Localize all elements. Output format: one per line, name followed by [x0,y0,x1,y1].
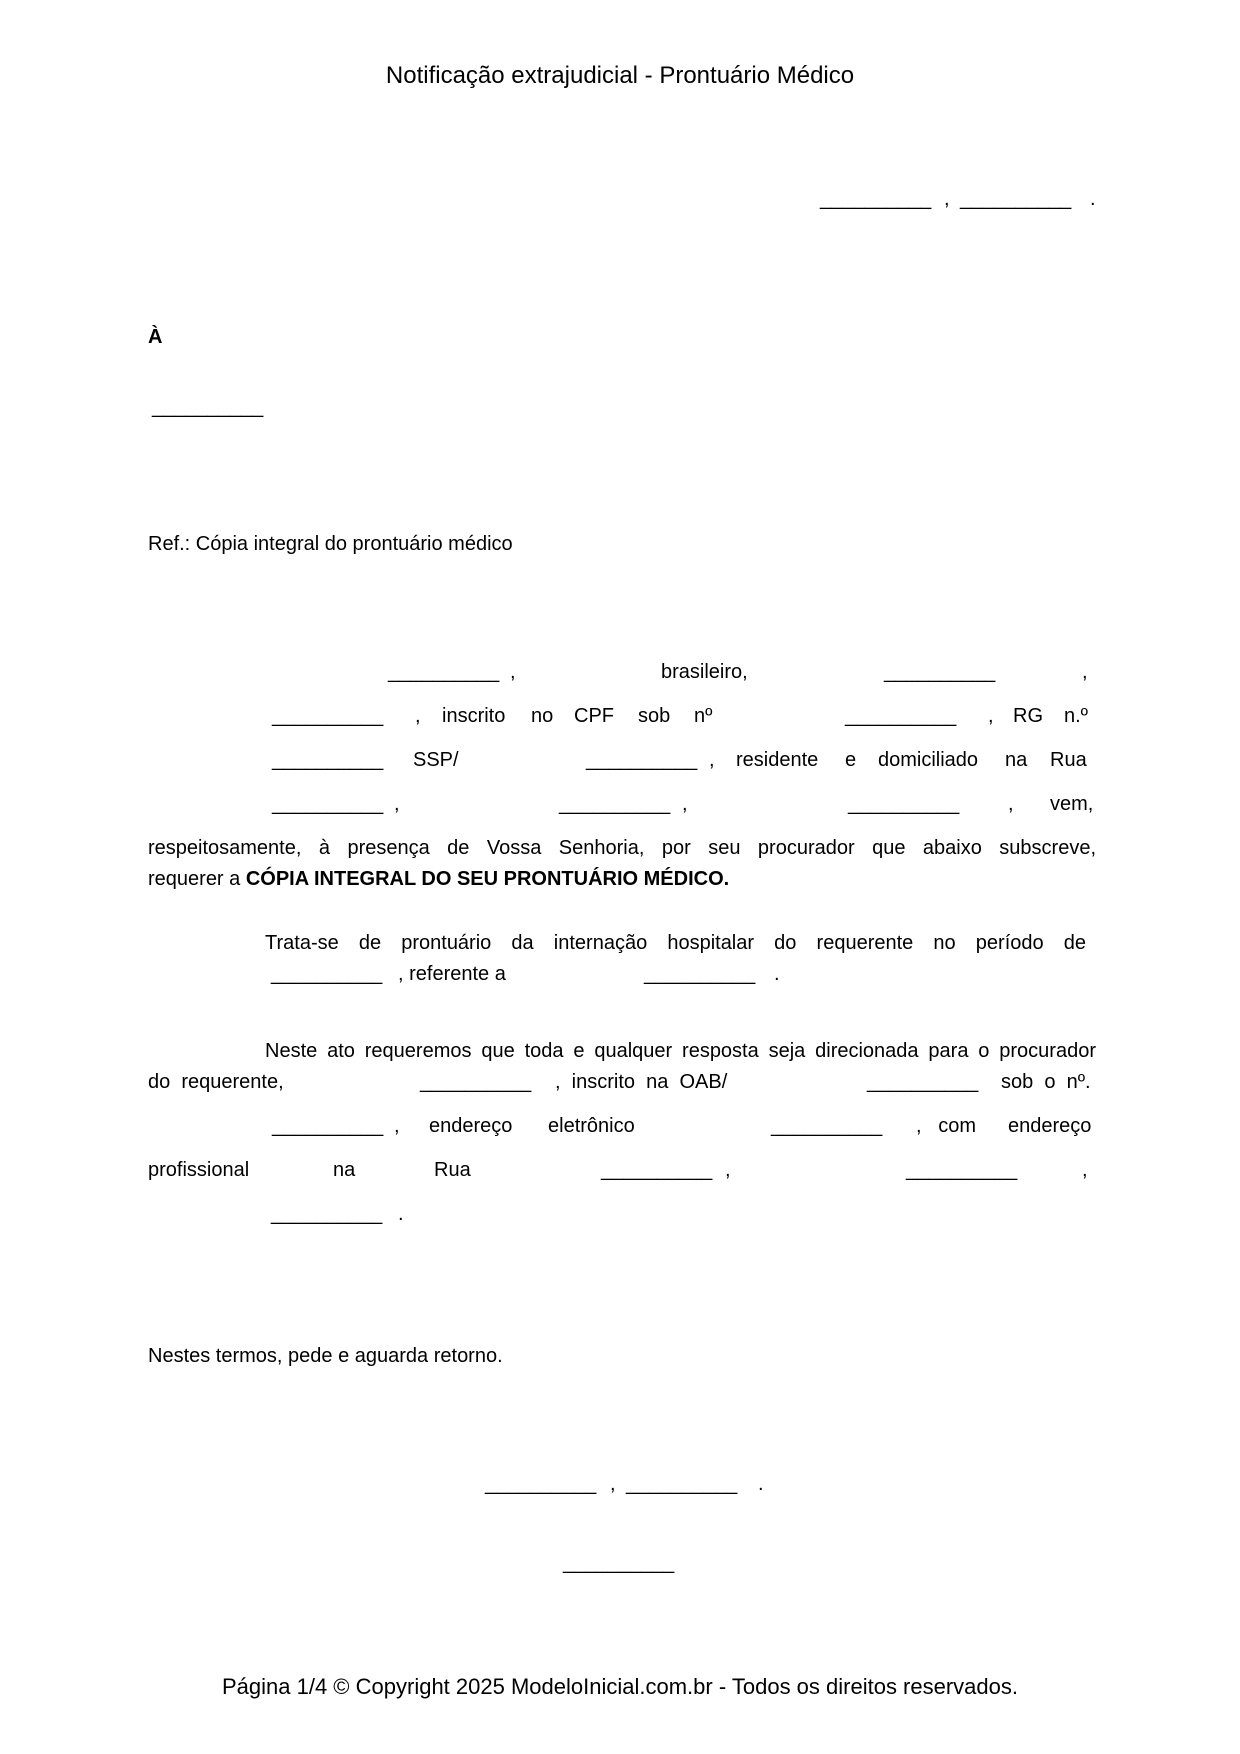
p3-l4-na: na [333,1159,356,1181]
p3-l3-comma: , [394,1115,400,1137]
office-number-blank: __________ [906,1159,1018,1181]
rg-state-blank: __________ [586,749,698,771]
p1-l1-comma: , [510,661,516,683]
reason-blank: __________ [644,963,756,985]
date-comma: , [944,188,950,210]
p1-l4-comma2: , [682,793,688,815]
p1-l2-num: nº [694,705,713,727]
p1-l3-na: na [1005,749,1028,771]
p1-l2-no: no [531,705,554,727]
street-number-blank: __________ [559,793,671,815]
p1-l2-rg-num: n.º [1064,705,1088,727]
p1-l3-rua: Rua [1050,749,1087,771]
attorney-name-blank: __________ [420,1071,532,1093]
p1-line6 [148,869,729,889]
p1-l3-domiciliado: domiciliado [878,749,979,771]
city-blank: __________ [848,793,960,815]
rg-number-blank: __________ [272,749,384,771]
oab-number-blank: __________ [272,1115,384,1137]
marital-status-blank: __________ [884,661,996,683]
p3-l4-comma2: , [1082,1159,1088,1181]
p1-l3-ssp: SSP/ [413,749,459,771]
p1-l2-comma: , [415,705,421,727]
p1-l3-residente: residente [736,749,819,771]
p1-l2-cpf: CPF [574,705,614,727]
p2-line1: Trata-se de prontuário da internação hospitalar do requerente no período de [265,932,1086,954]
p1-l2-rg: RG [1013,705,1043,727]
p1-l4-vem: vem, [1050,793,1094,815]
signature-place-blank: __________ [485,1473,597,1495]
p1-l2-comma2: , [988,705,994,727]
p1-l2-inscrito: inscrito [442,705,506,727]
p3-l3-com: , com [916,1115,977,1137]
p3-l3-eletronico: eletrônico [548,1115,635,1137]
p2-period: . [774,963,780,985]
oab-state-blank: __________ [867,1071,979,1093]
request-emphasis: CÓPIA INTEGRAL DO SEU PRONTUÁRIO MÉDICO. [245,868,730,890]
nationality-text: brasileiro, [661,661,748,683]
period-blank: __________ [271,963,383,985]
signature-comma: , [610,1473,616,1495]
street-blank: __________ [272,793,384,815]
signature-period: . [758,1473,764,1495]
p3-l3-endereco2: endereço [1008,1115,1092,1137]
p1-l1-comma2: , [1082,661,1088,683]
p3-l2-sob: sob o nº. [1001,1071,1091,1093]
page-footer: Página 1/4 © Copyright 2025 ModeloInicial.com.br - Todos os direitos reservados. [222,1674,1018,1699]
p1-l3-comma: , [709,749,715,771]
p3-l4-profissional: profissional [148,1159,250,1181]
signature-date-blank: __________ [626,1473,738,1495]
p1-line5: respeitosamente, à presença de Vossa Senhoria, por seu procurador que abaixo subscreve, [148,837,1096,859]
p1-l4-comma1: , [394,793,400,815]
cpf-number-blank: __________ [845,705,957,727]
date-place-blank: __________ [820,188,932,210]
p2-referente: , referente a [398,963,506,985]
p1-l3-e: e [845,749,857,771]
profession-blank: __________ [272,705,384,727]
email-blank: __________ [771,1115,883,1137]
p1-line6-prefix: requerer a [148,868,246,890]
closing-text: Nestes termos, pede e aguarda retorno. [148,1345,503,1367]
p1-l4-comma3: , [1008,793,1014,815]
date-period: . [1090,188,1096,210]
p3-l2-inscrito: , inscrito na OAB/ [555,1071,728,1093]
requester-name-blank: __________ [388,661,500,683]
p3-l3-endereco: endereço [429,1115,513,1137]
office-street-blank: __________ [601,1159,713,1181]
p3-l4-comma1: , [725,1159,731,1181]
recipient-name-blank: __________ [152,396,264,418]
p3-l4-rua: Rua [434,1159,471,1181]
reference-line: Ref.: Cópia integral do prontuário médico [148,533,513,555]
p3-l5-period: . [398,1203,404,1225]
recipient-salutation: À [148,326,163,348]
signature-name-blank: __________ [563,1552,675,1574]
p1-l2-sob: sob [638,705,671,727]
p3-line1: Neste ato requeremos que toda e qualquer resposta seja direcionada para o procurador [265,1040,1096,1062]
office-city-blank: __________ [271,1203,383,1225]
p3-l2-do-requerente: do requerente, [148,1071,284,1093]
document-header-title: Notificação extrajudicial - Prontuário Médico [385,62,855,89]
date-blank: __________ [960,188,1072,210]
